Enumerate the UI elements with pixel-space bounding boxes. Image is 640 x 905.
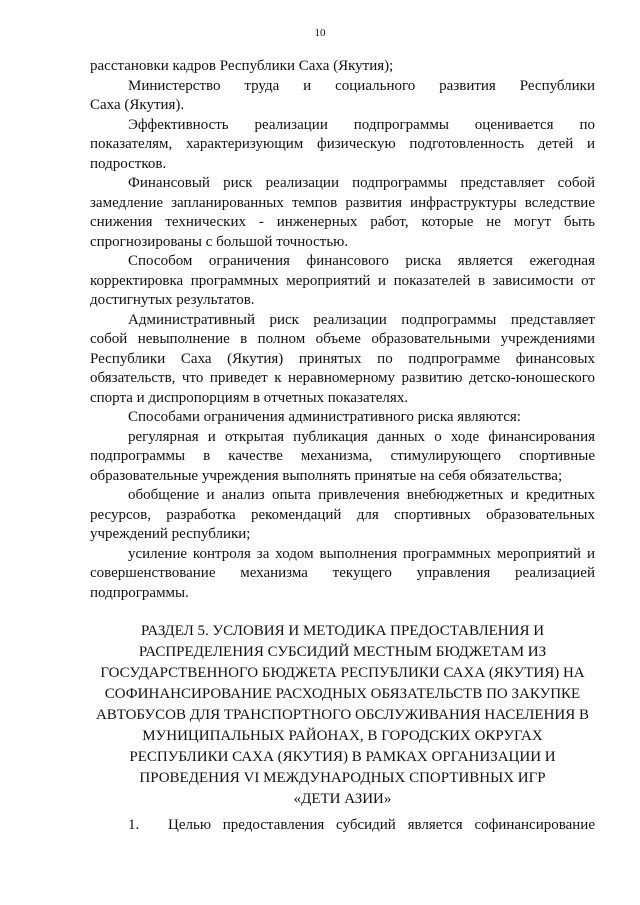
section-heading-line: РАЗДЕЛ 5. УСЛОВИЯ И МЕТОДИКА ПРЕДОСТАВЛЕНИЯ И [140,623,545,639]
paragraph-line: обязательств, что приведет к неравномерному развитию детско-юношеского [90,370,595,386]
paragraph-line: спрогнозированы с большой точностью. [90,233,349,250]
body-text [90,57,595,603]
section-heading-line: «ДЕТИ АЗИИ» [293,791,392,807]
paragraph-financial-risk-limitation [90,252,595,311]
paragraph-line: совершенствование механизма текущего управления реализацией [90,565,595,581]
paragraph-limitation-methods [90,408,595,428]
paragraph-efficiency [90,116,595,175]
paragraph-ministry [90,77,595,116]
paragraph-line: замедление запланированных темпов развития инфраструктуры вследствие [90,194,595,211]
paragraph-financial-risk [90,174,595,252]
paragraph-administrative-risk [90,311,595,409]
paragraph-line: Финансовый риск реализации подпрограммы представляет собой [128,175,595,191]
paragraph-continuation [90,57,595,77]
paragraph-generalization [90,486,595,545]
paragraph-line: Саха (Якутия). [90,97,185,113]
paragraph-control [90,545,595,604]
paragraph-line: достигнутых результатов. [90,292,255,308]
paragraph-line: расстановки кадров Республики Саха (Якутия); [90,58,394,74]
paragraph-line: корректировка программных мероприятий и показателей в зависимости от [90,272,595,289]
section-heading-line: МУНИЦИПАЛЬНЫХ РАЙОНАХ, В ГОРОДСКИХ ОКРУГАХ [142,728,543,744]
paragraph-line: образовательные учреждения выполнять принятые на себя обязательства; [90,467,563,484]
paragraph-line: снижения технических - инженерных работ, которые не могут быть [90,214,595,230]
paragraph-line: Способом ограничения финансового риска является ежегодная [128,253,595,269]
paragraph-line: подпрограммы. [90,584,189,601]
item-number: 1. [128,817,140,833]
paragraph-line: обобщение и анализ опыта привлечения внебюджетных и кредитных [128,487,595,503]
paragraph-line: спорта и диспропорциям в отчетных показателях. [90,389,409,406]
section-heading-line: РЕСПУБЛИКИ САХА (ЯКУТИЯ) В РАМКАХ ОРГАНИЗАЦИИ И [129,749,556,765]
section-heading [90,621,595,810]
page-number: 10 [314,27,326,39]
paragraph-publication [90,428,595,487]
section-heading-line: СОФИНАНСИРОВАНИЕ РАСХОДНЫХ ОБЯЗАТЕЛЬСТВ ПО ЗАКУПКЕ [104,686,581,702]
section-heading-line: ГОСУДАРСТВЕННОГО БЮДЖЕТА РЕСПУБЛИКИ САХА (ЯКУТИЯ) НА [100,665,585,681]
paragraph-line: усиление контроля за ходом выполнения программных мероприятий и [128,545,595,562]
section-heading-line: РАСПРЕДЕЛЕНИЯ СУБСИДИЙ МЕСТНЫМ БЮДЖЕТАМ ИЗ [138,644,547,660]
item-text: Целью предоставления субсидий является софинансирование [168,817,595,833]
numbered-paragraph [90,816,595,836]
paragraph-line: регулярная и открытая публикация данных о ходе финансирования [128,428,595,445]
paragraph-line: Административный риск реализации подпрограммы представляет [128,311,595,328]
paragraph-line: подпрограммы в качестве механизма, стимулирующего спортивные [90,448,595,464]
section-heading-line: АВТОБУСОВ ДЛЯ ТРАНСПОРТНОГО ОБСЛУЖИВАНИЯ НАСЕЛЕНИЯ В [95,707,590,723]
paragraph-line: Министерство труда и социального развития Республики [128,77,595,94]
paragraph-line: подростков. [90,155,167,172]
paragraph-line: Способами ограничения административного риска являются: [128,409,521,425]
section-heading-line: ПРОВЕДЕНИЯ VI МЕЖДУНАРОДНЫХ СПОРТИВНЫХ ИГР [139,770,546,786]
paragraph-line: ресурсов, разработка рекомендаций для спортивных образовательных [90,506,595,523]
paragraph-line: собой невыполнение в полном объеме образовательными учреждениями [90,331,595,347]
paragraph-line: показателям, характеризующим физическую подготовленность детей и [90,136,595,152]
paragraph-line: Эффективность реализации подпрограммы оценивается по [128,116,595,133]
paragraph-line: Республики Саха (Якутия) принятых по подпрограмме финансовых [90,350,595,367]
paragraph-line: учреждений республики; [90,526,251,542]
